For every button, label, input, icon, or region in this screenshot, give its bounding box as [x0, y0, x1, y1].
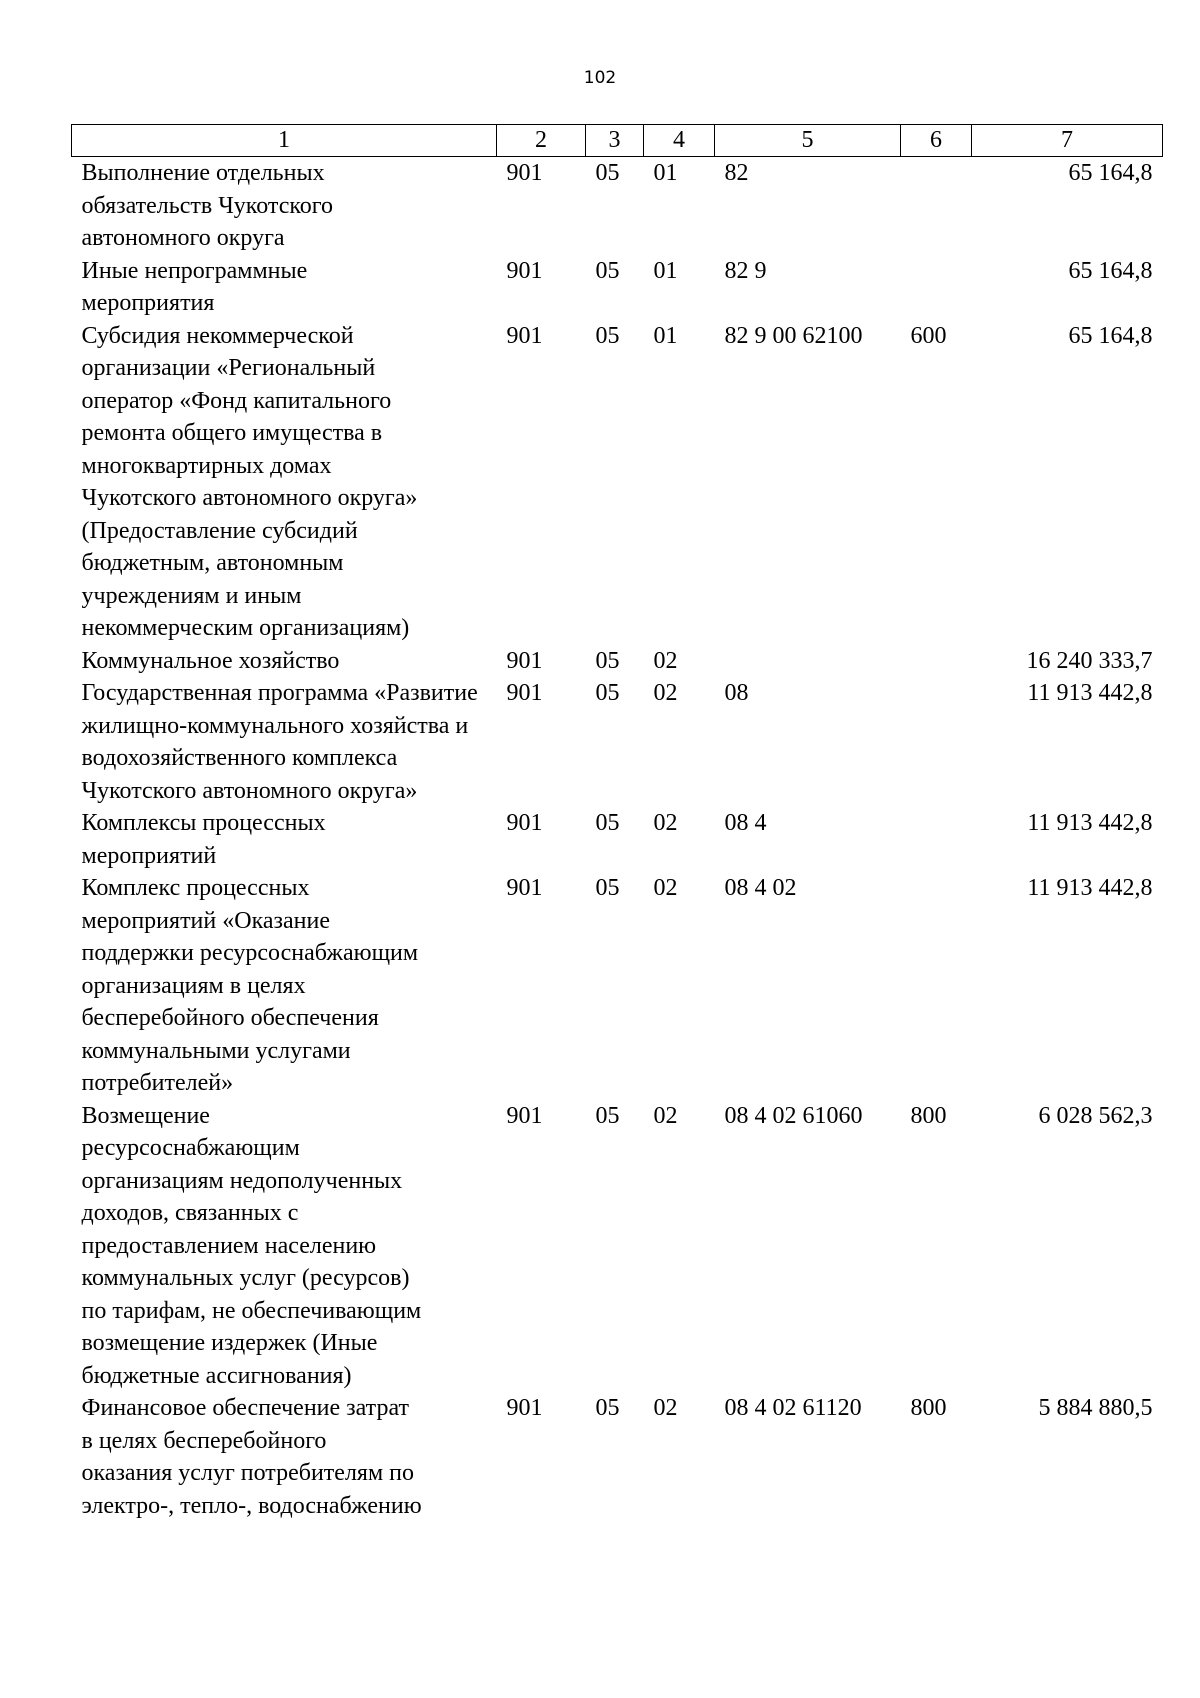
row-amount: 65 164,8 [1068, 322, 1153, 349]
row-target-article: 82 9 00 62100 [724, 322, 863, 349]
row-subsection-code: 02 [653, 1102, 678, 1129]
row-admin-code: 901 [506, 810, 543, 836]
row-admin-code: 901 [506, 322, 543, 349]
row-section-code: 05 [595, 647, 620, 674]
row-admin-code: 901 [506, 647, 543, 674]
row-subsection-code: 01 [653, 322, 678, 349]
table-row [72, 872, 1163, 1100]
row-subsection-code: 02 [653, 1395, 678, 1421]
row-section-code: 05 [595, 322, 620, 349]
row-amount: 11 913 442,8 [1027, 680, 1153, 706]
row-target-article [715, 645, 901, 678]
row-amount: 16 240 333,7 [1026, 647, 1153, 674]
row-target-article: 08 4 02 [724, 875, 797, 901]
row-name: Государственная программа «Развитие жилищно-коммунального хозяйства и водохозяйственного комплекса Чукотского автономного округа» [81, 680, 478, 804]
column-header: 2 [497, 125, 586, 157]
row-section-code: 05 [595, 680, 620, 706]
row-target-article: 08 4 [724, 810, 767, 836]
column-header: 4 [644, 125, 715, 157]
row-name: Финансовое обеспечение затрат в целях бесперебойного оказания услуг потребителям по электро-, тепло-, водоснабжению [81, 1395, 422, 1519]
row-amount: 11 913 442,8 [1027, 810, 1153, 836]
row-name: Комплекс процессных мероприятий «Оказание поддержки ресурсоснабжающим организациям в целях бесперебойного обеспечения коммунальными услугами потребителей» [81, 875, 419, 1096]
row-name-cell [72, 677, 497, 807]
table-row [72, 677, 1163, 807]
row-section-code: 05 [595, 257, 620, 284]
row-admin-code: 901 [506, 680, 543, 706]
row-expense-type [901, 255, 972, 320]
row-name: Возмещение ресурсоснабжающим организациям недополученных доходов, связанных с предоставлением населению коммунальных услуг (ресурсов) по тарифам, не обеспечивающим возмещение издержек (Иные бюджетные ассигнования) [81, 1102, 422, 1389]
column-header: 6 [901, 125, 972, 157]
row-section-code: 05 [595, 160, 620, 186]
row-expense-type [901, 157, 972, 255]
row-admin-code: 901 [506, 875, 543, 901]
column-header: 5 [715, 125, 901, 157]
column-header: 1 [72, 125, 497, 157]
row-name: Иные непрограммные мероприятия [81, 257, 308, 316]
row-expense-type [901, 807, 972, 872]
row-amount: 6 028 562,3 [1038, 1102, 1153, 1129]
row-amount: 11 913 442,8 [1027, 875, 1153, 901]
row-target-article: 82 [724, 160, 749, 186]
row-name-cell [72, 157, 497, 255]
table-row [72, 320, 1163, 645]
row-name-cell [72, 1100, 497, 1393]
table-header-row [72, 125, 1163, 157]
row-admin-code: 901 [506, 1395, 543, 1421]
table-row [72, 807, 1163, 872]
row-name: Коммунальное хозяйство [81, 647, 340, 674]
row-admin-code: 901 [506, 1102, 543, 1129]
row-name: Субсидия некоммерческой организации «Региональный оператор «Фонд капитального ремонта общего имущества в многоквартирных домах Чукотского автономного округа» (Предоставление субсидий бюджетным, автономным учреждениям и иным некоммерческим организациям) [81, 322, 418, 641]
row-name-cell [72, 1392, 497, 1522]
row-target-article: 08 4 02 61120 [724, 1395, 862, 1421]
row-name-cell [72, 872, 497, 1100]
table-row [72, 255, 1163, 320]
row-expense-type [901, 677, 972, 807]
row-subsection-code: 02 [653, 647, 678, 674]
page-number: 102 [583, 68, 617, 88]
row-section-code: 05 [595, 1102, 620, 1129]
row-admin-code: 901 [506, 257, 543, 284]
row-target-article: 82 9 [724, 257, 767, 284]
row-name: Комплексы процессных мероприятий [81, 810, 326, 869]
row-expense-type [901, 872, 972, 1100]
budget-table [71, 124, 1163, 1522]
table-row [72, 1392, 1163, 1522]
row-admin-code: 901 [506, 160, 543, 186]
column-header: 7 [972, 125, 1163, 157]
row-amount: 5 884 880,5 [1038, 1395, 1153, 1421]
row-section-code: 05 [595, 1395, 620, 1421]
row-subsection-code: 02 [653, 810, 678, 836]
row-name: Выполнение отдельных обязательств Чукотского автономного округа [81, 160, 334, 251]
row-subsection-code: 01 [653, 160, 678, 186]
column-header: 3 [586, 125, 644, 157]
row-amount: 65 164,8 [1068, 160, 1153, 186]
row-section-code: 05 [595, 810, 620, 836]
row-name-cell [72, 320, 497, 645]
table-row [72, 645, 1163, 678]
row-subsection-code: 02 [653, 875, 678, 901]
row-name-cell [72, 255, 497, 320]
row-expense-type: 600 [910, 322, 947, 349]
row-amount: 65 164,8 [1068, 257, 1153, 284]
row-name-cell [72, 807, 497, 872]
row-expense-type: 800 [910, 1395, 947, 1421]
row-section-code: 05 [595, 875, 620, 901]
table-row [72, 157, 1163, 255]
row-name-cell [72, 645, 497, 678]
row-expense-type [901, 645, 972, 678]
row-subsection-code: 01 [653, 257, 678, 284]
row-expense-type: 800 [910, 1102, 947, 1129]
table-row [72, 1100, 1163, 1393]
row-target-article: 08 4 02 61060 [724, 1102, 863, 1129]
row-subsection-code: 02 [653, 680, 678, 706]
row-target-article: 08 [724, 680, 749, 706]
